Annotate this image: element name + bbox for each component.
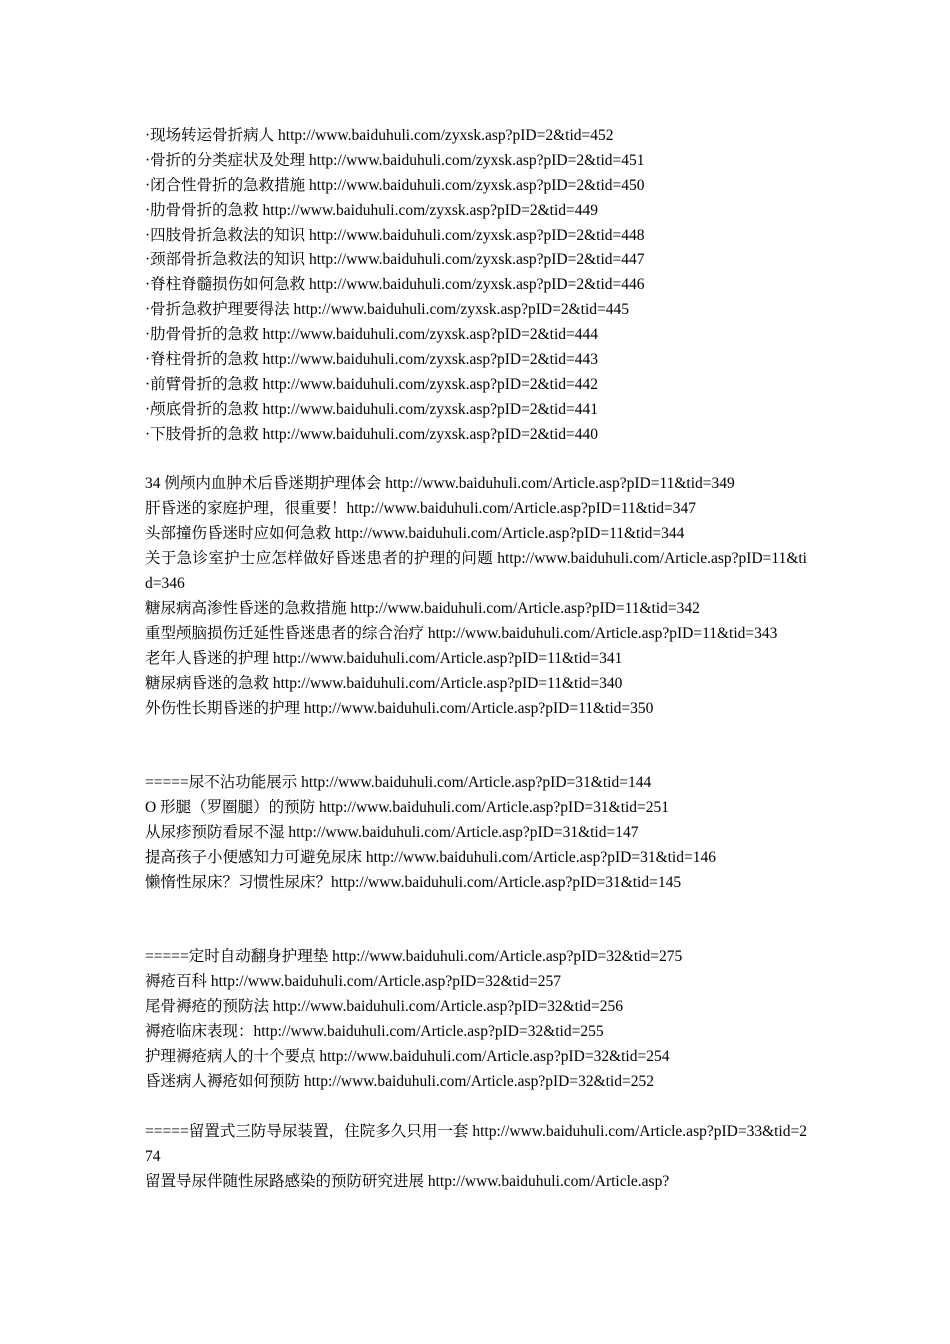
article-link-line[interactable]: 护理褥疮病人的十个要点 http://www.baiduhuli.com/Article.asp?pID=32&tid=254 (145, 1048, 670, 1066)
catheter-section (145, 1120, 807, 1195)
article-link-line[interactable]: 老年人昏迷的护理 http://www.baiduhuli.com/Article.asp?pID=11&tid=341 (145, 649, 623, 667)
document-page (145, 124, 807, 1194)
bedsore-section (145, 945, 807, 1094)
article-link-line[interactable]: ·骨折的分类症状及处理 http://www.baiduhuli.com/zyxsk.asp?pID=2&tid=451 (145, 151, 645, 169)
section-spacer (145, 896, 807, 946)
article-link-line[interactable]: 褥疮百科 http://www.baiduhuli.com/Article.asp?pID=32&tid=257 (145, 973, 561, 991)
article-link-line[interactable]: ·下肢骨折的急救 http://www.baiduhuli.com/zyxsk.asp?pID=2&tid=440 (145, 425, 599, 443)
article-link-line[interactable]: 34 例颅内血肿术后昏迷期护理体会 http://www.baiduhuli.com/Article.asp?pID=11&tid=349 (145, 475, 735, 493)
article-link-line[interactable]: ·颈部骨折急救法的知识 http://www.baiduhuli.com/zyxsk.asp?pID=2&tid=447 (145, 251, 645, 269)
article-link-line[interactable]: ·前臂骨折的急救 http://www.baiduhuli.com/zyxsk.asp?pID=2&tid=442 (145, 375, 599, 393)
coma-section (145, 472, 807, 721)
section-spacer (145, 721, 807, 771)
article-link-line[interactable]: ·脊柱脊髓损伤如何急救 http://www.baiduhuli.com/zyxsk.asp?pID=2&tid=446 (145, 276, 645, 294)
section-spacer (145, 448, 807, 473)
article-link-line[interactable]: =====留置式三防导尿装置，住院多久只用一套 http://www.baiduhuli.com/Article.asp?pID=33&tid=274 (145, 1122, 807, 1165)
bedwetting-section (145, 771, 807, 895)
article-link-line[interactable]: =====定时自动翻身护理垫 http://www.baiduhuli.com/Article.asp?pID=32&tid=275 (145, 948, 683, 966)
article-link-line[interactable]: ·脊柱骨折的急救 http://www.baiduhuli.com/zyxsk.asp?pID=2&tid=443 (145, 351, 599, 369)
article-link-line[interactable]: ·骨折急救护理要得法 http://www.baiduhuli.com/zyxsk.asp?pID=2&tid=445 (145, 301, 630, 319)
article-link-line[interactable]: =====尿不沾功能展示 http://www.baiduhuli.com/Article.asp?pID=31&tid=144 (145, 774, 652, 792)
article-link-line[interactable]: ·肋骨骨折的急救 http://www.baiduhuli.com/zyxsk.asp?pID=2&tid=444 (145, 326, 599, 344)
article-link-line[interactable]: O 形腿（罗圈腿）的预防 http://www.baiduhuli.com/Article.asp?pID=31&tid=251 (145, 799, 670, 817)
article-link-line[interactable]: 提高孩子小便感知力可避免尿床 http://www.baiduhuli.com/Article.asp?pID=31&tid=146 (145, 848, 716, 866)
article-link-line[interactable]: 从尿疹预防看尿不湿 http://www.baiduhuli.com/Article.asp?pID=31&tid=147 (145, 824, 639, 841)
article-link-line[interactable]: ·闭合性骨折的急救措施 http://www.baiduhuli.com/zyxsk.asp?pID=2&tid=450 (145, 176, 645, 194)
article-link-line[interactable]: 褥疮临床表现：http://www.baiduhuli.com/Article.asp?pID=32&tid=255 (145, 1023, 604, 1041)
article-link-line[interactable]: ·现场转运骨折病人 http://www.baiduhuli.com/zyxsk.asp?pID=2&tid=452 (145, 127, 614, 144)
article-link-line[interactable]: 外伤性长期昏迷的护理 http://www.baiduhuli.com/Article.asp?pID=11&tid=350 (145, 699, 654, 717)
article-link-line[interactable]: 懒惰性尿床？习惯性尿床？http://www.baiduhuli.com/Article.asp?pID=31&tid=145 (145, 873, 682, 891)
article-link-line[interactable]: 尾骨褥疮的预防法 http://www.baiduhuli.com/Article.asp?pID=32&tid=256 (145, 998, 623, 1016)
article-link-line[interactable]: 重型颅脑损伤迁延性昏迷患者的综合治疗 http://www.baiduhuli.com/Article.asp?pID=11&tid=343 (145, 624, 778, 642)
article-link-line[interactable]: ·颅底骨折的急救 http://www.baiduhuli.com/zyxsk.asp?pID=2&tid=441 (145, 400, 599, 418)
article-link-line[interactable]: ·四肢骨折急救法的知识 http://www.baiduhuli.com/zyxsk.asp?pID=2&tid=448 (145, 226, 645, 244)
article-link-line[interactable]: 关于急诊室护士应怎样做好昏迷患者的护理的问题 http://www.baiduhuli.com/Article.asp?pID=11&tid=346 (145, 550, 807, 593)
article-link-line[interactable]: 糖尿病高渗性昏迷的急救措施 http://www.baiduhuli.com/Article.asp?pID=11&tid=342 (145, 599, 700, 617)
article-link-line[interactable]: 糖尿病昏迷的急救 http://www.baiduhuli.com/Article.asp?pID=11&tid=340 (145, 674, 623, 692)
section-spacer (145, 1095, 807, 1120)
article-link-line[interactable]: 肝昏迷的家庭护理，很重要！http://www.baiduhuli.com/Article.asp?pID=11&tid=347 (145, 500, 697, 518)
article-link-line[interactable]: ·肋骨骨折的急救 http://www.baiduhuli.com/zyxsk.asp?pID=2&tid=449 (145, 201, 599, 219)
fracture-section (145, 124, 807, 448)
article-link-line[interactable]: 头部撞伤昏迷时应如何急救 http://www.baiduhuli.com/Article.asp?pID=11&tid=344 (145, 525, 685, 543)
article-link-line[interactable]: 昏迷病人褥疮如何预防 http://www.baiduhuli.com/Article.asp?pID=32&tid=252 (145, 1072, 654, 1090)
article-link-line[interactable]: 留置导尿伴随性尿路感染的预防研究进展 http://www.baiduhuli.com/Article.asp? (145, 1172, 670, 1190)
